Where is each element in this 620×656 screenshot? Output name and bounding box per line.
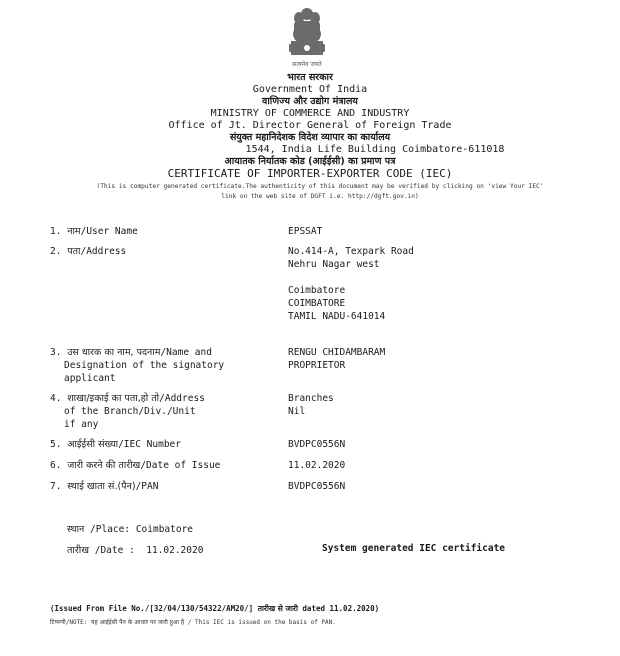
place-value: Coimbatore (135, 524, 194, 535)
emblem-motto: सत्यमेव जयते (292, 61, 322, 68)
address-line: No.414-A, Texpark Road (288, 246, 414, 257)
signatory-name: RENGU CHIDAMBARAM (288, 347, 386, 358)
signatory-designation: PROPRIETOR (288, 360, 346, 371)
branches-label: Branches (288, 393, 334, 404)
pan-basis-note: टिप्पणी/NOTE: यह आईईसी पैन के आधार पर जारी हुआ है / This IEC is issued on the basis of PAN. (50, 619, 336, 626)
system-generated-note: System generated IEC certificate (322, 543, 506, 554)
ministry-hindi: वाणिज्य और उद्योग मंत्रालय (262, 96, 358, 107)
verification-note: (This is computer generated certificate.The authenticity of this document may be verified by clicking on 'view Your IEC' link on the web site of DGFT i.e. http://dgft.gov.in) (96, 183, 544, 200)
address-line: TAMIL NADU-641014 (288, 311, 386, 322)
address-line: Nehru Nagar west (288, 259, 380, 270)
certificate-title: CERTIFICATE OF IMPORTER-EXPORTER CODE (IEC) (167, 167, 453, 180)
date-line: तारीख /Date : 11.02.2020 (67, 545, 204, 556)
branches-value: Nil (288, 406, 306, 417)
date-of-issue-value: 11.02.2020 (288, 460, 346, 471)
office-name: Office of Jt. Director General of Foreign Trade (168, 120, 452, 131)
ministry-name: MINISTRY OF COMMERCE AND INDUSTRY (210, 108, 410, 119)
ashoka-emblem-icon (281, 4, 333, 72)
country-hindi: भारत सरकार (287, 72, 333, 83)
country-name: Government Of India (252, 84, 368, 95)
address-line: Coimbatore (288, 285, 346, 296)
office-address: 1544, India Life Building Coimbatore-611018 (245, 144, 505, 155)
issued-from-file: (Issued From File No./[32/04/130/54322/AM20/] तारीख से जारी dated 11.02.2020) (50, 604, 380, 613)
date-value: 11.02.2020 (146, 545, 204, 556)
user-name-value: EPSSAT (288, 226, 323, 237)
certificate-header (0, 72, 620, 180)
address-line: COIMBATORE (288, 298, 346, 309)
iec-number-value: BVDPC0556N (288, 439, 346, 450)
place-line: स्थान /Place: Coimbatore (67, 524, 194, 535)
pan-value: BVDPC0556N (288, 481, 346, 492)
certificate-title-hindi: आयातक निर्यातक कोड (आईईसी) का प्रमाण पत्र (224, 156, 396, 167)
office-hindi: संयुक्त महानिदेशक विदेश व्यापार का कार्यालय (229, 132, 391, 143)
